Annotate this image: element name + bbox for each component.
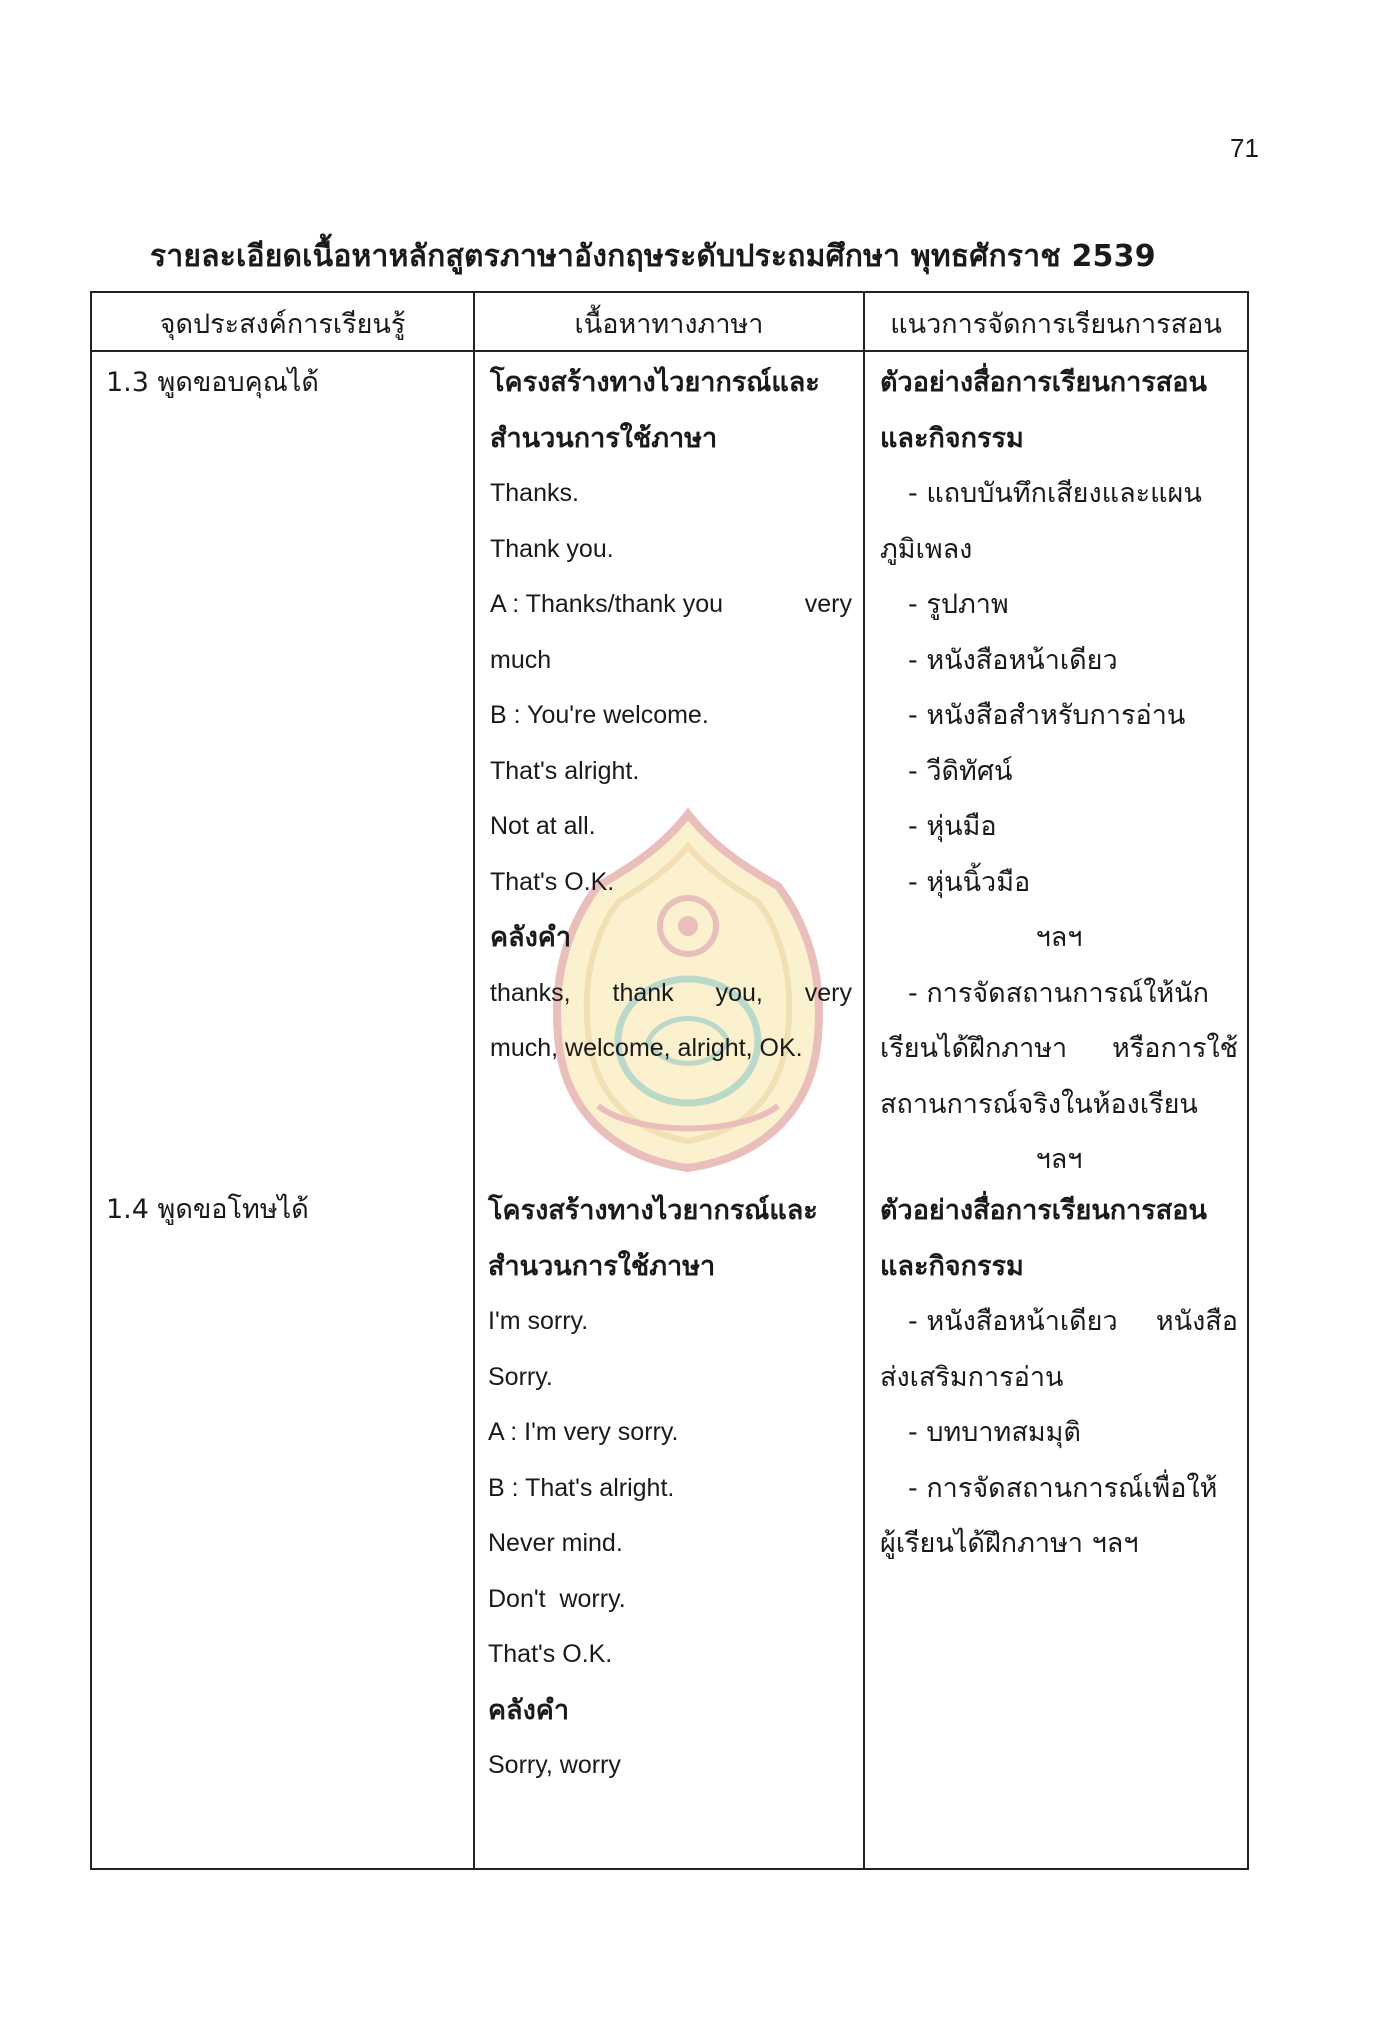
etc-mark: ฯลฯ <box>1035 922 1083 953</box>
activity-item-cont <box>880 1021 1238 1077</box>
activity-item: - หนังสือหน้าเดียว <box>908 644 1118 676</box>
activity-part: หนังสือ <box>1155 1306 1238 1337</box>
vocabulary-heading: คลังคำ <box>490 922 572 953</box>
phrase-line: That's alright. <box>490 756 640 785</box>
header-objectives: จุดประสงค์การเรียนรู้ <box>159 309 406 340</box>
column-divider <box>863 291 865 1870</box>
media-subheading: และกิจกรรม <box>880 422 1024 454</box>
phrase-line: That's O.K. <box>490 867 615 896</box>
activity-item-cont: ผู้เรียนได้ฝึกภาษา ฯลฯ <box>880 1528 1139 1559</box>
header-teaching-approach: แนวการจัดการเรียนการสอน <box>890 309 1222 340</box>
header-rule <box>90 350 1249 352</box>
activity-part: - หนังสือหน้าเดียว <box>908 1306 1118 1337</box>
phrase-line: Thanks. <box>490 479 579 507</box>
activity-item-cont: ส่งเสริมการอ่าน <box>880 1361 1064 1393</box>
objective-1-3: 1.3 พูดขอบคุณได้ <box>106 367 319 398</box>
activity-item-cont: ภูมิเพลง <box>880 533 973 565</box>
phrase-part: A : Thanks/thank you <box>490 590 724 618</box>
phrase-line: B : You're welcome. <box>490 701 709 729</box>
grammar-heading: โครงสร้างทางไวยากรณ์และ <box>490 367 820 398</box>
etc-mark: ฯลฯ <box>1035 1144 1083 1175</box>
vocabulary-word: thanks, <box>490 978 571 1007</box>
phrase-line: much <box>490 645 552 674</box>
activity-item <box>880 1294 1238 1350</box>
activity-part: เรียนได้ฝึกภาษา <box>880 1033 1068 1064</box>
content-column-row-1 <box>490 355 852 1077</box>
phrase-line: Never mind. <box>488 1529 623 1557</box>
activity-item: - รูปภาพ <box>908 589 1009 620</box>
activity-item: - วีดิทัศน์ <box>908 755 1013 787</box>
phrase-line <box>490 577 852 633</box>
activities-column-row-1 <box>880 355 1238 1188</box>
phrase-line: That's O.K. <box>488 1640 613 1668</box>
activity-item: - หุ่นนิ้วมือ <box>908 866 1031 898</box>
vocabulary-line: Sorry, worry <box>488 1751 621 1779</box>
phrase-line: Thank you. <box>490 534 614 563</box>
grammar-subheading: สำนวนการใช้ภาษา <box>488 1250 716 1282</box>
activity-item: - แถบบันทึกเสียงและแผน <box>908 478 1202 509</box>
phrase-part: very <box>804 590 852 618</box>
activity-item: - บทบาทสมมุติ <box>908 1417 1081 1448</box>
document-title: รายละเอียดเนื้อหาหลักสูตรภาษาอังกฤษระดับประถมศึกษา พุทธศักราช 2539 <box>150 239 1156 274</box>
phrase-line: A : I'm very sorry. <box>488 1418 679 1446</box>
phrase-line: B : That's alright. <box>488 1473 675 1502</box>
activity-part: หรือการใช้ <box>1111 1033 1238 1064</box>
vocabulary-line: much, welcome, alright, OK. <box>490 1034 803 1062</box>
content-column-row-2 <box>488 1183 852 1794</box>
grammar-heading: โครงสร้างทางไวยากรณ์และ <box>488 1195 818 1226</box>
header-language-content: เนื้อหาทางภาษา <box>574 309 764 340</box>
media-subheading: และกิจกรรม <box>880 1250 1024 1282</box>
objective-1-4: 1.4 พูดขอโทษได้ <box>106 1194 309 1225</box>
activity-item: - การจัดสถานการณ์ให้นัก <box>908 977 1209 1009</box>
column-divider <box>473 291 475 1870</box>
vocabulary-word: thank <box>612 978 674 1007</box>
activities-column-row-2 <box>880 1183 1238 1572</box>
activity-item: - การจัดสถานการณ์เพื่อให้ <box>908 1472 1218 1504</box>
media-heading: ตัวอย่างสื่อการเรียนการสอน <box>880 367 1207 398</box>
activity-item: - หนังสือสำหรับการอ่าน <box>908 700 1186 731</box>
vocabulary-word: you, <box>715 978 763 1007</box>
vocabulary-word: very <box>804 978 852 1007</box>
vocabulary-line <box>490 966 852 1022</box>
phrase-line: I'm sorry. <box>488 1307 589 1335</box>
grammar-subheading: สำนวนการใช้ภาษา <box>490 422 718 454</box>
phrase-line: Not at all. <box>490 812 596 840</box>
page-number: 71 <box>1230 133 1259 163</box>
media-heading: ตัวอย่างสื่อการเรียนการสอน <box>880 1195 1207 1226</box>
vocabulary-heading: คลังคำ <box>488 1694 570 1726</box>
activity-item-cont: สถานการณ์จริงในห้องเรียน <box>880 1088 1198 1120</box>
phrase-line: Don't worry. <box>488 1584 626 1613</box>
activity-item: - หุ่นมือ <box>908 811 997 842</box>
phrase-line: Sorry. <box>488 1362 553 1391</box>
